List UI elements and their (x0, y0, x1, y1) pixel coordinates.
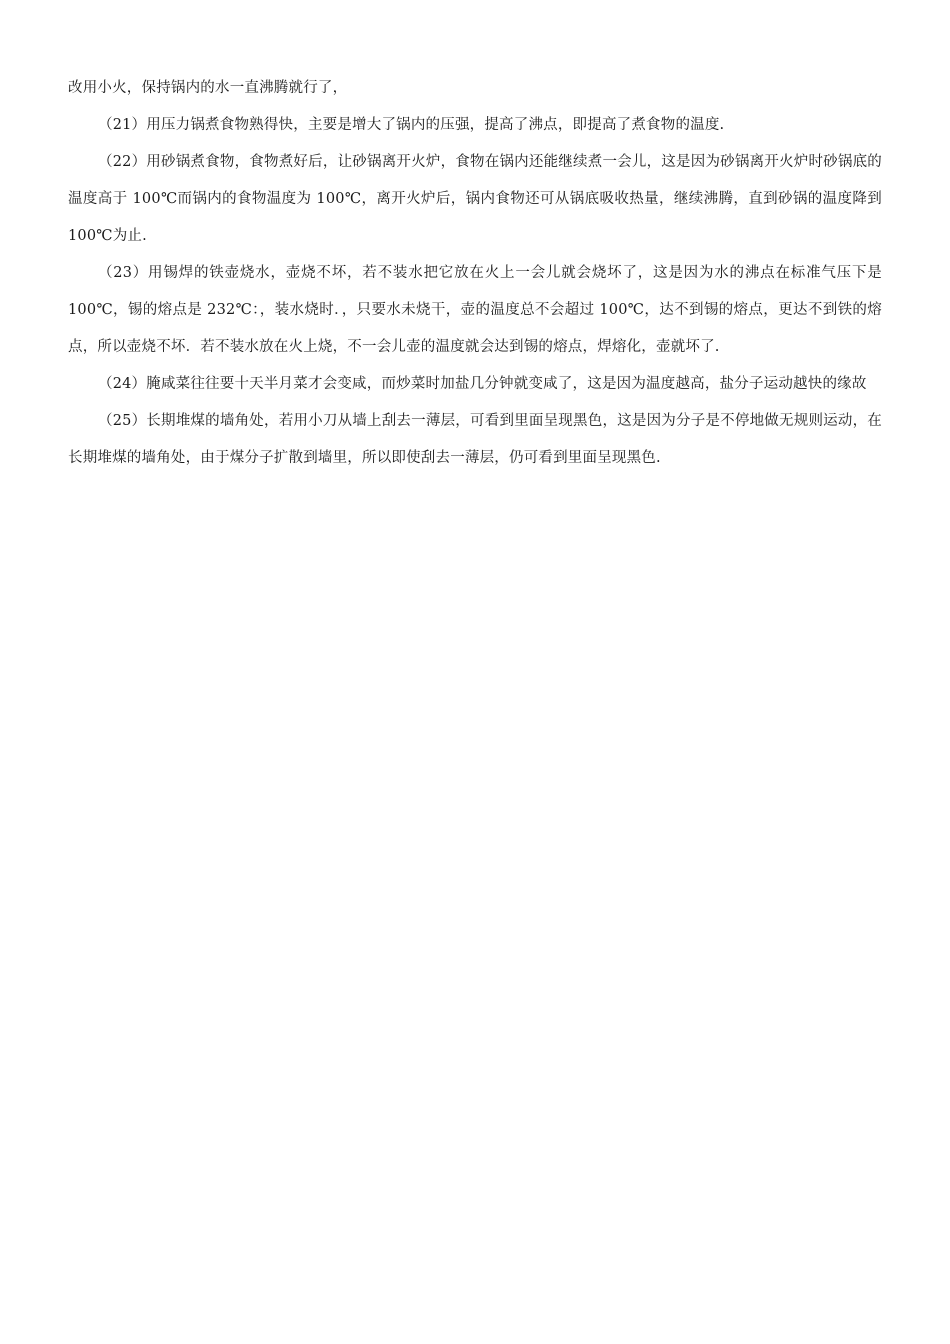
paragraph-25: （25）长期堆煤的墙角处，若用小刀从墙上刮去一薄层，可看到里面呈现黑色，这是因为分子是不停地做无规则运动，在长期堆煤的墙角处，由于煤分子扩散到墙里，所以即使刮去一薄层，仍可看到里面呈现黑色. (68, 413, 882, 466)
document-page (68, 70, 882, 477)
paragraph-24: （24）腌咸菜往往要十天半月菜才会变咸，而炒菜时加盐几分钟就变咸了，这是因为温度越高，盐分子运动越快的缘故 (98, 376, 867, 392)
paragraph-22: （22）用砂锅煮食物，食物煮好后，让砂锅离开火炉，食物在锅内还能继续煮一会儿，这是因为砂锅离开火炉时砂锅底的温度高于 100℃而锅内的食物温度为 100℃，离开火炉后，锅内食物还可从锅底吸收热量，继续沸腾，直到砂锅的温度降到 100℃为止. (68, 154, 882, 244)
paragraph-21: （21）用压力锅煮食物熟得快，主要是增大了锅内的压强，提高了沸点，即提高了煮食物的温度. (98, 117, 725, 133)
paragraph-continuation: 改用小火，保持锅内的水一直沸腾就行了， (68, 80, 348, 96)
paragraph-23: （23）用锡焊的铁壶烧水，壶烧不坏，若不装水把它放在火上一会儿就会烧坏了，这是因为水的沸点在标准气压下是 100℃，锡的熔点是 232℃：，装水烧时．，只要水未烧干，壶的温度总不会超过 100℃，达不到锡的熔点，更达不到铁的熔点，所以壶烧不坏．若不装水放在火上烧，不一会儿壶的温度就会达到锡的熔点，焊熔化，壶就坏了. (68, 265, 882, 355)
